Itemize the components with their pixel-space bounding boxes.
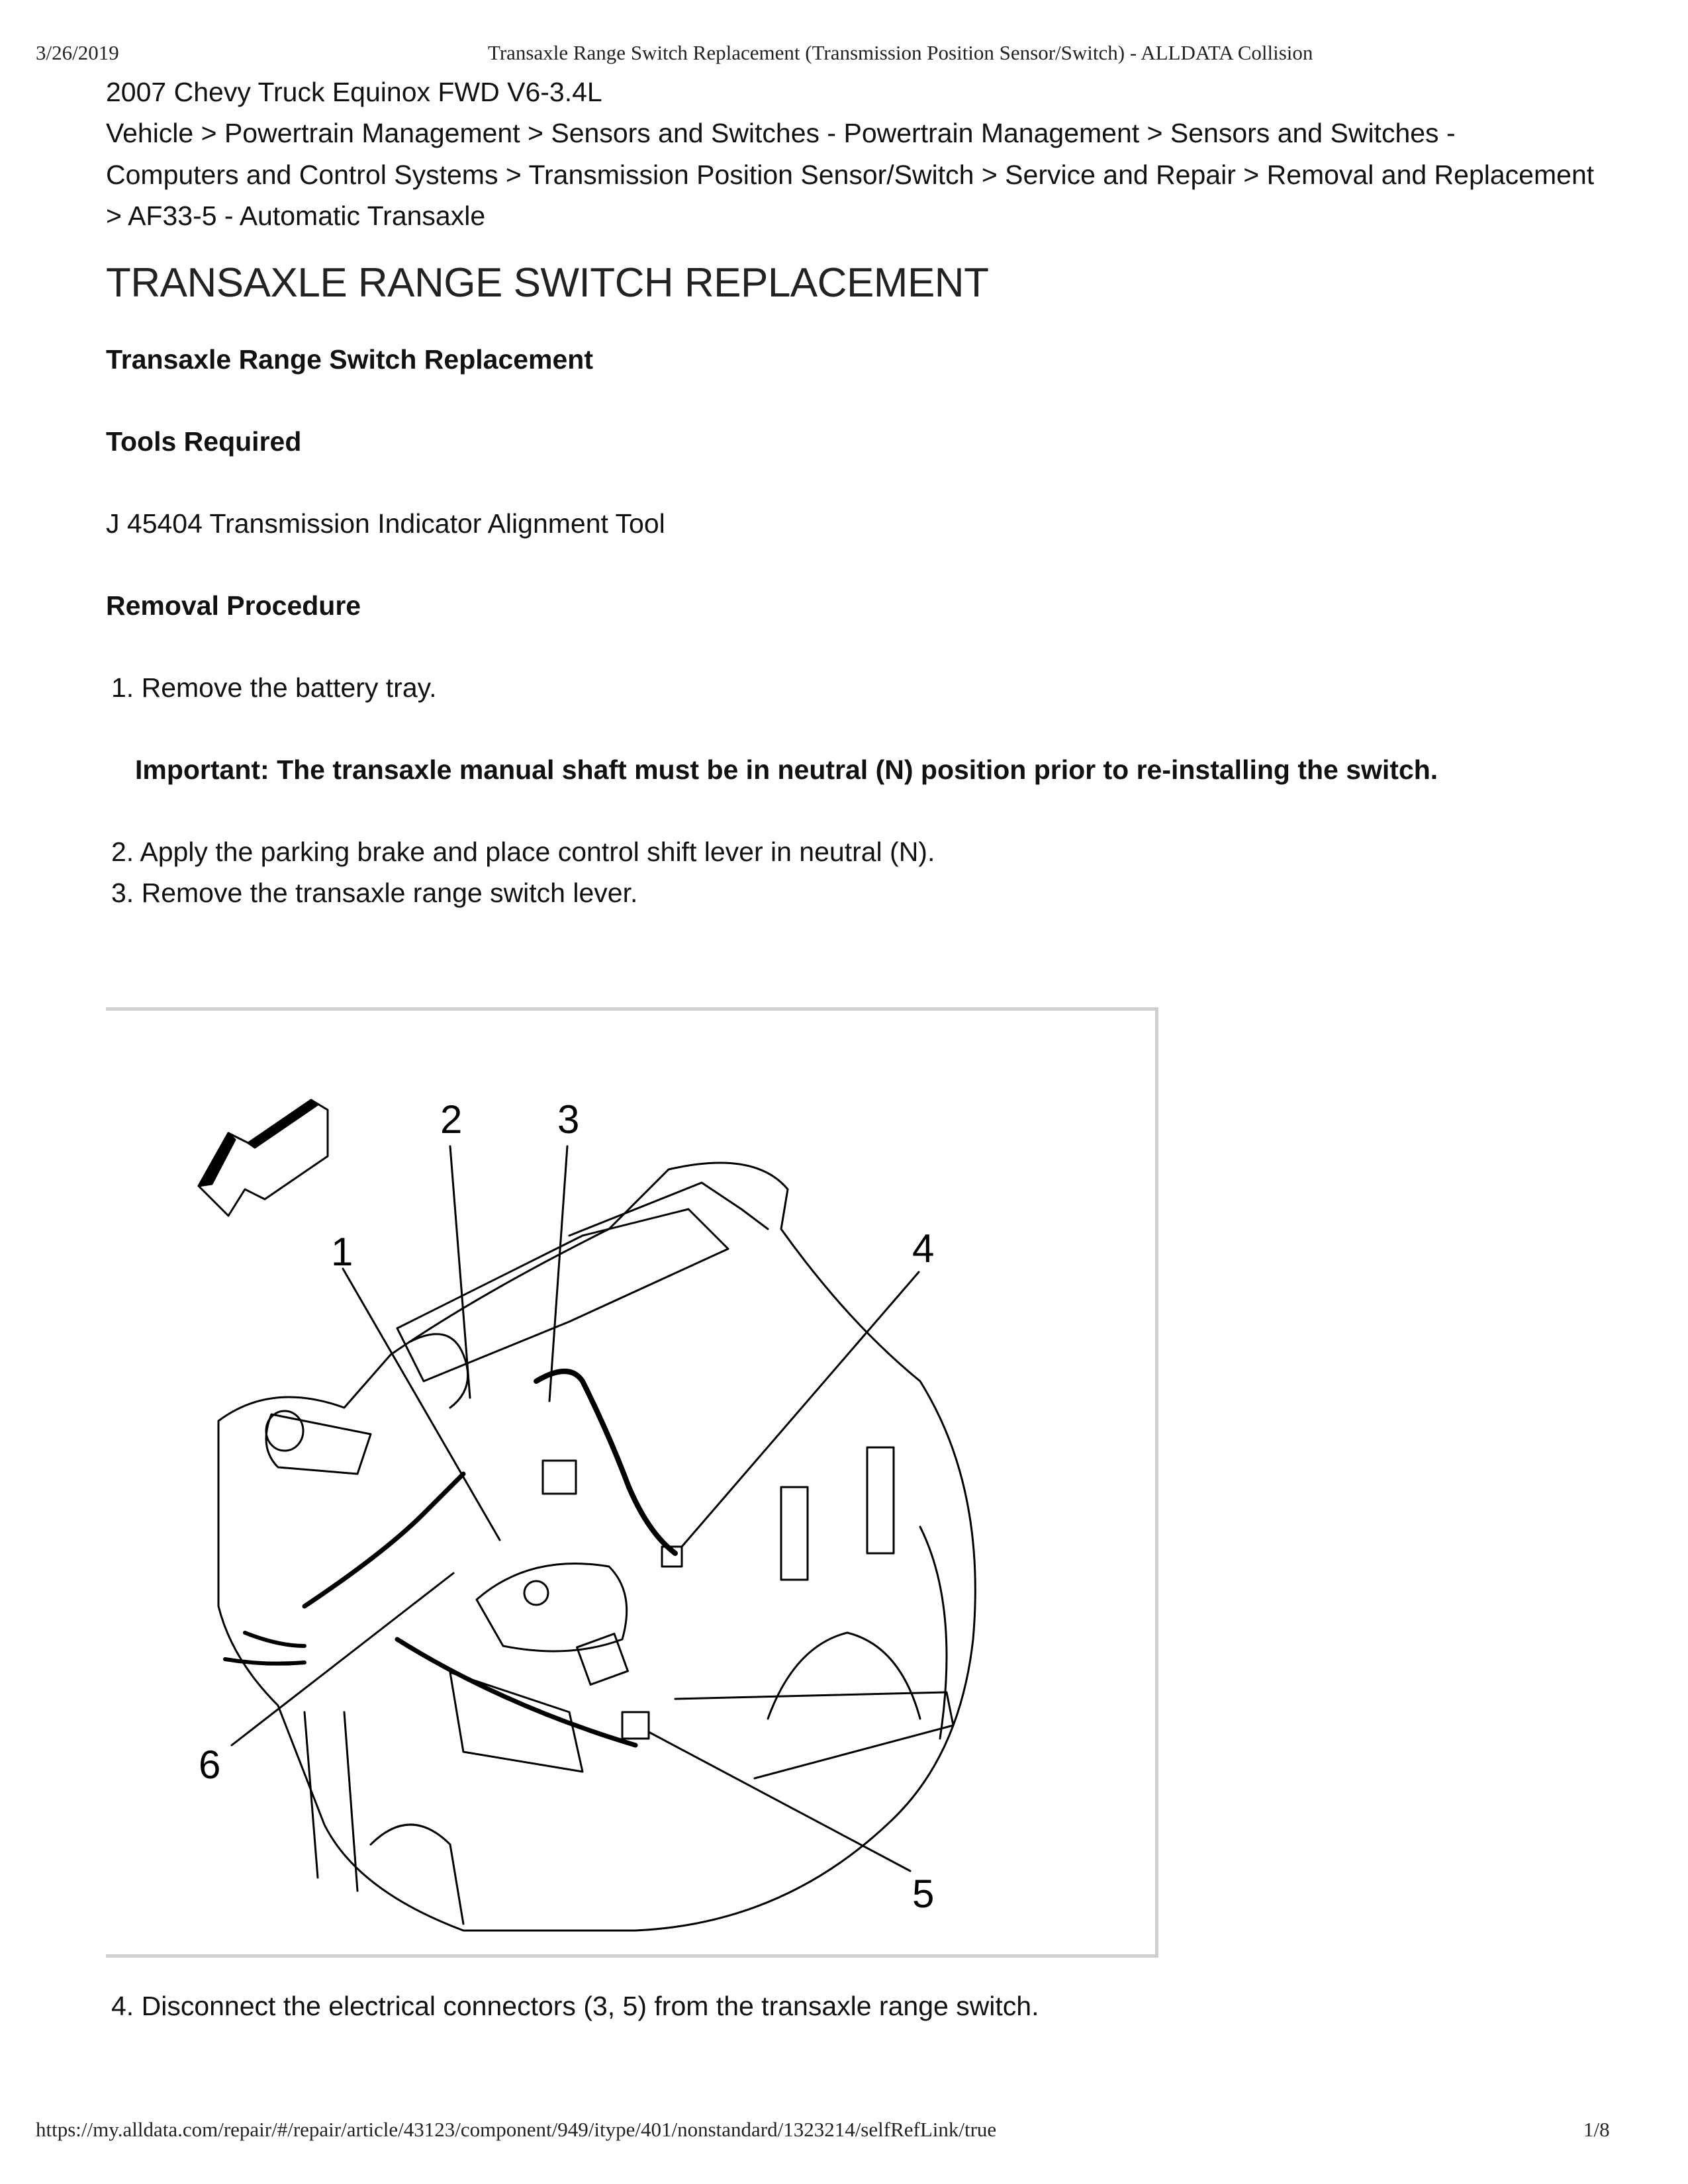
page-number: 1/8 [1583,2118,1610,2141]
leader-line-5 [649,1732,910,1871]
breadcrumb-separator: > [1139,118,1170,148]
breadcrumb-item[interactable]: Sensors and Switches - Computers and Control Systems [106,118,1456,190]
step-4 [111,1991,1039,2022]
breadcrumb-separator: > [974,159,1006,190]
breadcrumb-item[interactable]: Sensors and Switches - Powertrain Management [551,118,1140,148]
engine-illustration [106,1011,1155,1954]
breadcrumb-item[interactable]: Vehicle [106,118,194,148]
section-title: Transaxle Range Switch Replacement [106,344,593,375]
callout-6: 6 [199,1743,221,1787]
important-note: Important: The transaxle manual shaft must be in neutral (N) position prior to re-installing the switch. [135,754,1438,785]
breadcrumb-item[interactable]: Powertrain Management [224,118,520,148]
breadcrumb-item[interactable]: Transmission Position Sensor/Switch [528,159,974,190]
callout-2: 2 [440,1097,463,1142]
step-text: Disconnect the electrical connectors (3, 5) from the transaxle range switch. [141,1991,1039,2021]
print-title: Transaxle Range Switch Replacement (Transmission Position Sensor/Switch) - ALLDATA Collision [488,41,1313,64]
step-text: Remove the transaxle range switch lever. [141,878,638,908]
callout-3: 3 [557,1097,580,1142]
front-direction-arrow-icon [199,1100,328,1216]
step-text: Remove the battery tray. [141,672,437,703]
article-content [106,71,1595,310]
breadcrumb-item[interactable]: Service and Repair [1005,159,1236,190]
vehicle-title: 2007 Chevy Truck Equinox FWD V6-3.4L [106,77,602,107]
step-1 [111,672,436,704]
callout-5: 5 [912,1872,935,1916]
tools-heading: Tools Required [106,426,302,457]
illustration-figure [106,1007,1158,1958]
leader-line-6 [232,1573,453,1745]
print-date: 3/26/2019 [36,41,119,64]
page-title: TRANSAXLE RANGE SWITCH REPLACEMENT [106,259,989,306]
leader-line-4 [682,1272,919,1547]
breadcrumb-item[interactable]: Removal and Replacement [1266,159,1595,190]
breadcrumb-separator: > [498,159,529,190]
breadcrumb-separator: > [193,118,224,148]
leader-line-2 [450,1146,470,1398]
breadcrumb-separator: > [1235,159,1267,190]
step-text: Apply the parking brake and place control shift lever in neutral (N). [140,837,935,867]
callout-1: 1 [331,1230,353,1274]
breadcrumb-item[interactable]: AF33-5 - Automatic Transaxle [128,201,486,231]
removal-heading: Removal Procedure [106,590,361,621]
step-2 [111,837,935,868]
tool-item: J 45404 Transmission Indicator Alignment Tool [106,508,665,539]
step-number: 1. [111,672,134,703]
breadcrumb-separator: > [520,118,551,148]
leader-line-1 [343,1269,500,1540]
step-number: 3. [111,878,134,908]
callout-4: 4 [912,1226,935,1271]
page-url[interactable]: https://my.alldata.com/repair/#/repair/article/43123/component/949/itype/401/nonstandard/1323214/selfRefLink/true [36,2118,997,2141]
breadcrumb-separator: > [106,201,128,231]
leader-line-3 [549,1146,567,1401]
breadcrumb [106,113,1595,237]
step-number: 4. [111,1991,134,2021]
step-3 [111,878,637,909]
step-number: 2. [111,837,134,867]
